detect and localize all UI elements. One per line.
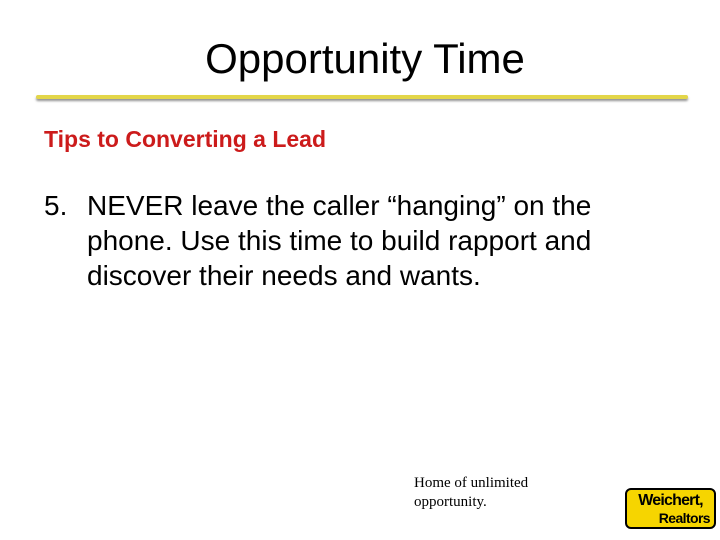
slide-title: Opportunity Time — [205, 35, 525, 82]
tip-item — [44, 188, 694, 293]
tagline-line-2: opportunity. — [414, 494, 487, 510]
logo-wordmark: Weichert, — [638, 492, 703, 509]
logo-realtors: Realtors — [658, 510, 710, 526]
tip-number: 5. — [44, 190, 68, 221]
title-divider — [36, 95, 688, 99]
tagline-line-1: Home of unlimited — [414, 475, 529, 491]
tagline — [414, 474, 528, 512]
slide-subtitle: Tips to Converting a Lead — [44, 126, 326, 152]
weichert-logo — [625, 488, 716, 529]
tip-text: NEVER leave the caller “hanging” on the phone. Use this time to build rapport and discover their needs and wants. — [87, 190, 592, 291]
